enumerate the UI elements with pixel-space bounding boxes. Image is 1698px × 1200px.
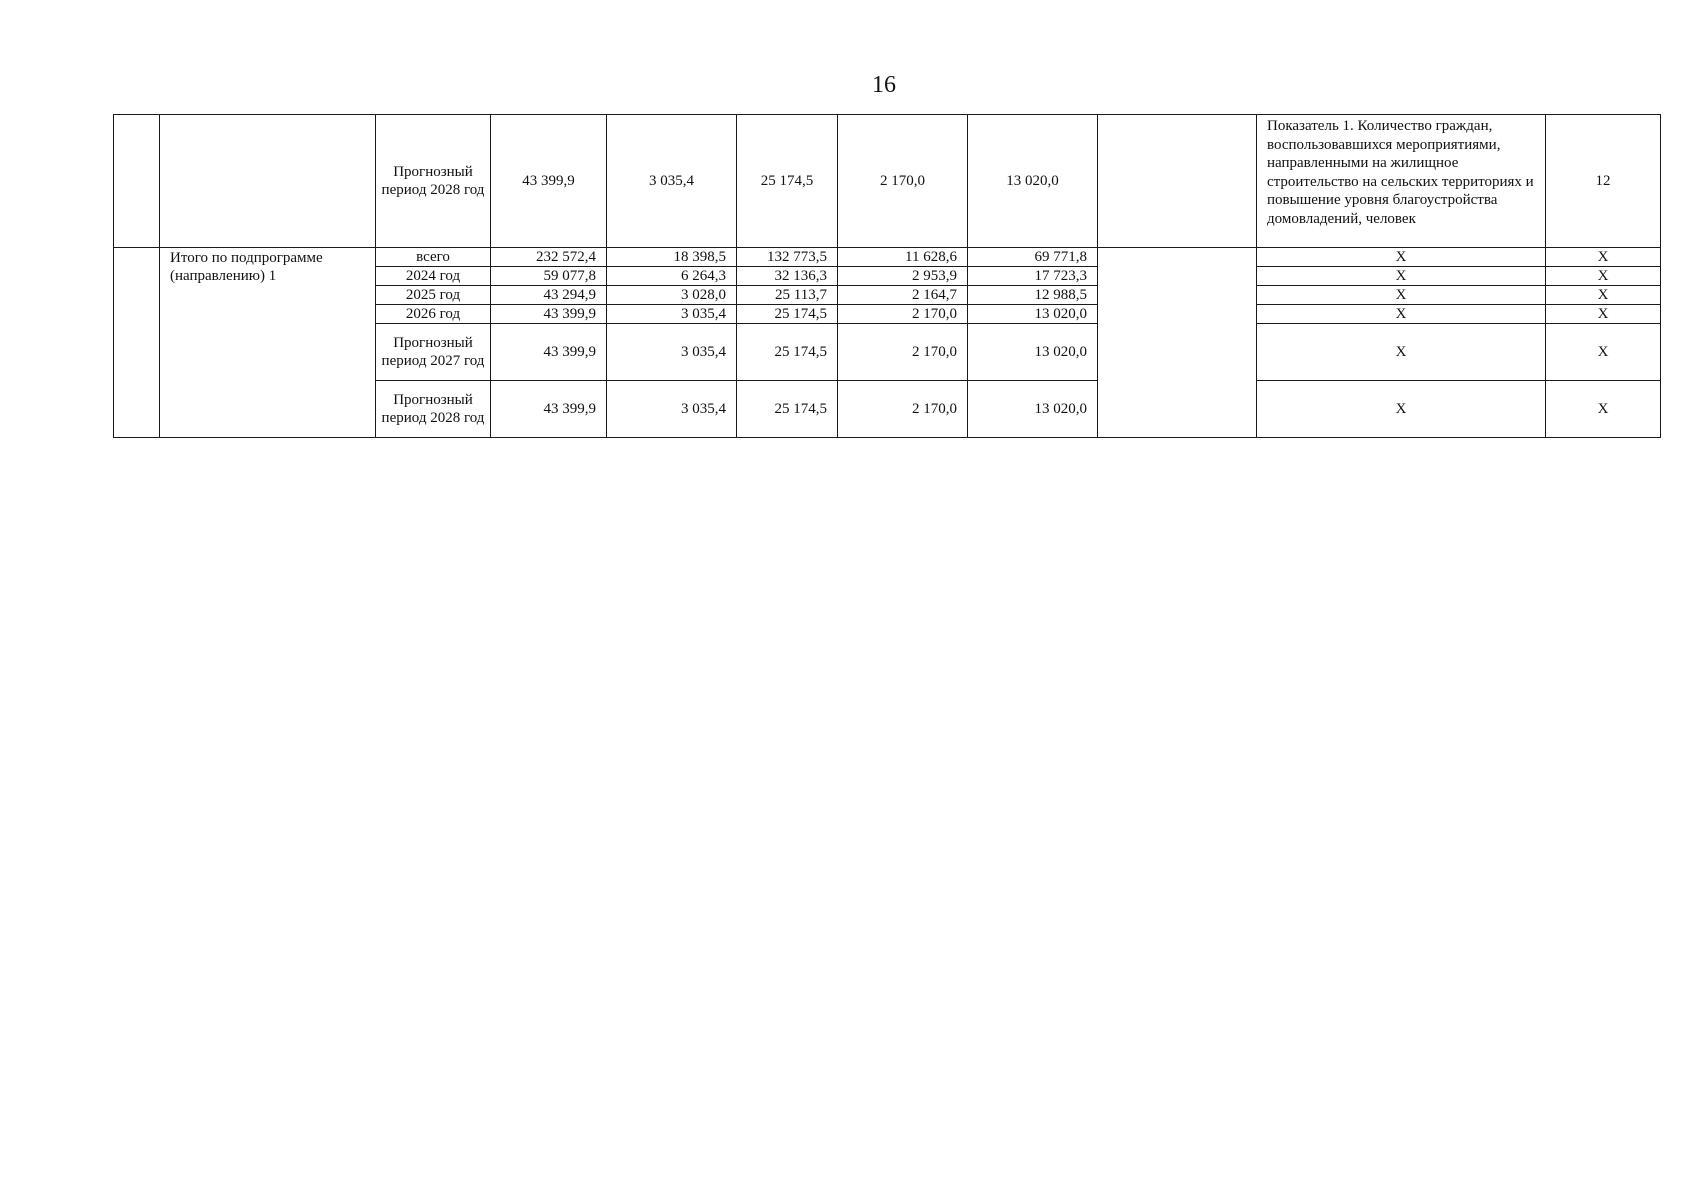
total-cell: 59 077,8: [491, 267, 607, 286]
extrabudgetary-cell: 13 020,0: [968, 305, 1098, 324]
federal-budget-cell: 18 398,5: [607, 248, 737, 267]
period-cell: 2025 год: [376, 286, 491, 305]
table-row: [114, 248, 1661, 267]
total-cell: 43 294,9: [491, 286, 607, 305]
regional-budget-cell: 25 113,7: [737, 286, 838, 305]
extrabudgetary-cell: 13 020,0: [968, 115, 1098, 248]
federal-budget-cell: 3 035,4: [607, 115, 737, 248]
activity-name-cell: [160, 115, 376, 248]
regional-budget-cell: 32 136,3: [737, 267, 838, 286]
indicator-value-cell: Х: [1546, 324, 1661, 381]
extrabudgetary-cell: 17 723,3: [968, 267, 1098, 286]
total-cell: 43 399,9: [491, 381, 607, 438]
row-number-cell: [114, 248, 160, 438]
local-budget-cell: 2 953,9: [838, 267, 968, 286]
indicator-cell: Показатель 1. Количество граждан, воспользовавшихся мероприятиями, направленными на жилищное строительство на сельских территориях и повышение уровня благоустройства домовладений, человек: [1257, 115, 1546, 248]
indicator-cell: Х: [1257, 324, 1546, 381]
indicator-cell: Х: [1257, 305, 1546, 324]
table-row: [114, 115, 1661, 248]
regional-budget-cell: 25 174,5: [737, 115, 838, 248]
period-cell: 2024 год: [376, 267, 491, 286]
page-number: 16: [872, 72, 896, 98]
budget-table: [113, 114, 1661, 438]
period-cell: 2026 год: [376, 305, 491, 324]
regional-budget-cell: 25 174,5: [737, 381, 838, 438]
indicator-cell: Х: [1257, 381, 1546, 438]
extrabudgetary-cell: 13 020,0: [968, 381, 1098, 438]
total-cell: 43 399,9: [491, 115, 607, 248]
extrabudgetary-cell: 12 988,5: [968, 286, 1098, 305]
row-number-cell: [114, 115, 160, 248]
local-budget-cell: 2 170,0: [838, 115, 968, 248]
extrabudgetary-cell: 69 771,8: [968, 248, 1098, 267]
period-cell: всего: [376, 248, 491, 267]
total-cell: 43 399,9: [491, 324, 607, 381]
federal-budget-cell: 6 264,3: [607, 267, 737, 286]
local-budget-cell: 2 164,7: [838, 286, 968, 305]
federal-budget-cell: 3 035,4: [607, 324, 737, 381]
indicator-value-cell: 12: [1546, 115, 1661, 248]
local-budget-cell: 11 628,6: [838, 248, 968, 267]
executor-cell: [1098, 248, 1257, 438]
indicator-value-cell: Х: [1546, 286, 1661, 305]
total-cell: 43 399,9: [491, 305, 607, 324]
indicator-cell: Х: [1257, 286, 1546, 305]
total-cell: 232 572,4: [491, 248, 607, 267]
regional-budget-cell: 132 773,5: [737, 248, 838, 267]
federal-budget-cell: 3 035,4: [607, 305, 737, 324]
executor-cell: [1098, 115, 1257, 248]
indicator-value-cell: Х: [1546, 267, 1661, 286]
federal-budget-cell: 3 035,4: [607, 381, 737, 438]
federal-budget-cell: 3 028,0: [607, 286, 737, 305]
indicator-value-cell: Х: [1546, 248, 1661, 267]
indicator-cell: Х: [1257, 267, 1546, 286]
regional-budget-cell: 25 174,5: [737, 324, 838, 381]
local-budget-cell: 2 170,0: [838, 381, 968, 438]
indicator-value-cell: Х: [1546, 305, 1661, 324]
period-cell: Прогнозный период 2028 год: [376, 115, 491, 248]
local-budget-cell: 2 170,0: [838, 324, 968, 381]
period-cell: Прогнозный период 2028 год: [376, 381, 491, 438]
local-budget-cell: 2 170,0: [838, 305, 968, 324]
regional-budget-cell: 25 174,5: [737, 305, 838, 324]
indicator-value-cell: Х: [1546, 381, 1661, 438]
indicator-cell: Х: [1257, 248, 1546, 267]
period-cell: Прогнозный период 2027 год: [376, 324, 491, 381]
extrabudgetary-cell: 13 020,0: [968, 324, 1098, 381]
subprogram-total-label: Итого по подпрограмме (направлению) 1: [160, 248, 376, 438]
